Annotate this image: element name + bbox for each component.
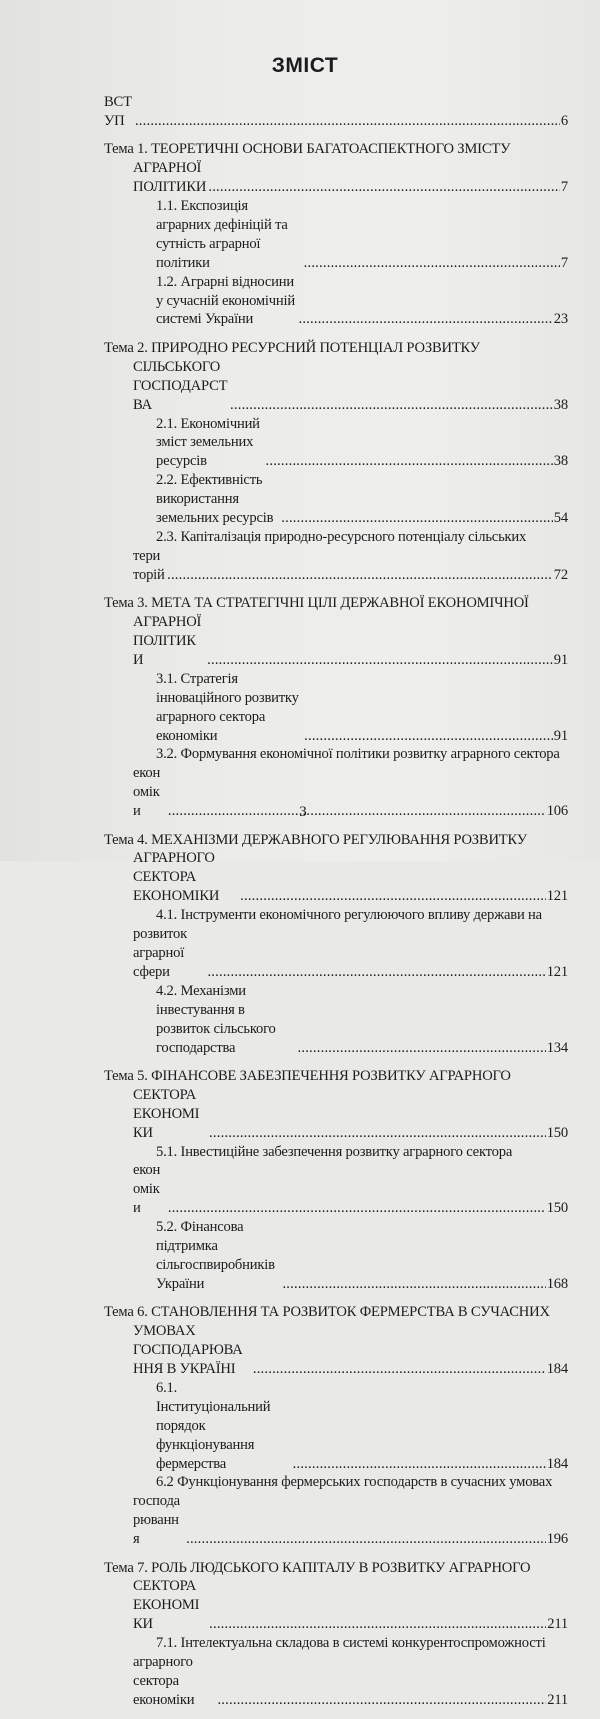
- toc-entry: [104, 849, 568, 906]
- toc-entry-text: Тема 1. ТЕОРЕТИЧНІ ОСНОВИ БАГАТОАСПЕКТНОГО ЗМІСТУ: [104, 141, 511, 158]
- dot-leader: [253, 1360, 546, 1379]
- toc-entry: [104, 594, 568, 613]
- toc-entry-text: Тема 3. МЕТА ТА СТРАТЕГІЧНІ ЦІЛІ ДЕРЖАВНОЇ ЕКОНОМІЧНОЇ: [104, 595, 529, 612]
- toc-entry-text: АГРАРНОГО СЕКТОРА ЕКОНОМІКИ: [133, 850, 220, 905]
- dot-leader: [281, 509, 553, 528]
- dot-leader: [282, 1275, 545, 1294]
- toc-entry-text: Тема 5. ФІНАНСОВЕ ЗАБЕЗПЕЧЕННЯ РОЗВИТКУ АГРАРНОГО: [104, 1067, 511, 1084]
- toc-entry-text: територій: [133, 547, 165, 583]
- toc-entry: [104, 613, 568, 670]
- toc-page-number: 7: [560, 254, 568, 271]
- toc-section: [104, 1559, 568, 1710]
- dot-leader: [209, 1615, 546, 1634]
- toc-subentry: [104, 1379, 568, 1474]
- toc-entry-text: аграрного сектора економіки: [133, 1654, 195, 1708]
- toc-entry-text: ВСТУП: [104, 94, 132, 129]
- dot-leader: [266, 452, 553, 471]
- toc-section: [104, 1067, 568, 1294]
- dot-leader: [217, 1691, 546, 1710]
- toc-page-number: 196: [546, 1531, 568, 1548]
- toc-page-number: 54: [553, 510, 568, 527]
- table-of-contents: [104, 93, 568, 1719]
- toc-entry-text: Тема 4. МЕХАНІЗМИ ДЕРЖАВНОГО РЕГУЛЮВАННЯ РОЗВИТКУ: [104, 831, 527, 848]
- toc-page-number: 168: [546, 1275, 568, 1292]
- toc-subentry: [104, 415, 568, 472]
- toc-entry-text: 7.1. Інтелектуальна складова в системі конкурентоспроможності: [156, 1635, 546, 1652]
- dot-leader: [208, 178, 560, 197]
- toc-entry-text: СІЛЬСЬКОГО ГОСПОДАРСТВА: [133, 358, 228, 413]
- dot-leader: [240, 887, 546, 906]
- toc-page-number: 134: [546, 1039, 568, 1056]
- toc-entry-text: 5.1. Інвестиційне забезпечення розвитку аграрного сектора: [156, 1143, 513, 1160]
- toc-entry-text: Тема 6. СТАНОВЛЕННЯ ТА РОЗВИТОК ФЕРМЕРСТВА В СУЧАСНИХ: [104, 1304, 550, 1321]
- toc-entry: [104, 339, 568, 358]
- toc-entry: [104, 1303, 568, 1322]
- toc-entry-text: АГРАРНОЇ ПОЛІТИКИ: [133, 614, 202, 668]
- dot-leader: [135, 112, 560, 131]
- toc-entry-text: Тема 2. ПРИРОДНО РЕСУРСНИЙ ПОТЕНЦІАЛ РОЗВИТКУ: [104, 339, 480, 356]
- toc-page-number: 121: [546, 888, 568, 905]
- dot-leader: [186, 1530, 546, 1549]
- toc-subentry: [104, 547, 568, 585]
- toc-entry-text: економіки: [133, 765, 161, 820]
- toc-page-number: 91: [553, 651, 568, 668]
- toc-entry-text: 2.1. Економічний зміст земельних ресурсів: [156, 415, 260, 470]
- toc-page-number: 121: [546, 963, 568, 980]
- toc-page-number: 150: [546, 1124, 568, 1141]
- toc-entry: [104, 358, 568, 415]
- toc-entry-text: СЕКТОРА ЕКОНОМІКИ: [133, 1086, 200, 1141]
- toc-subentry: [104, 273, 568, 330]
- toc-page-number: 38: [553, 453, 568, 470]
- toc-subentry: [104, 1161, 568, 1218]
- toc-section: [104, 594, 568, 821]
- toc-subentry: [104, 1492, 568, 1549]
- toc-entry: [104, 831, 568, 850]
- toc-entry: [104, 140, 568, 159]
- toc-entry-text: 5.2. Фінансова підтримка сільгоспвиробників України: [156, 1219, 275, 1292]
- toc-entry-text: 3.1. Стратегія інноваційного розвитку аграрного сектора економіки: [156, 670, 299, 744]
- toc-section: [104, 339, 568, 585]
- dot-leader: [230, 396, 553, 415]
- toc-page-number: 106: [546, 803, 568, 820]
- dot-leader: [209, 1124, 546, 1143]
- dot-leader: [293, 1455, 546, 1474]
- toc-section: [104, 831, 568, 1058]
- dot-leader: [167, 566, 553, 585]
- toc-entry-text: господарювання: [133, 1493, 180, 1548]
- page-title: ЗМІСТ: [271, 54, 339, 77]
- toc-entry-text: 2.2. Ефективність використання земельних ресурсів: [156, 472, 274, 527]
- toc-page-number: 72: [553, 566, 568, 583]
- toc-entry: [104, 1322, 568, 1379]
- toc-subentry: [104, 1473, 568, 1492]
- toc-entry-text: 4.1. Інструменти економічного регулюючого впливу держави на: [156, 907, 542, 924]
- dot-leader: [168, 1199, 546, 1218]
- page-number: 3: [299, 804, 307, 820]
- toc-subentry: [104, 906, 568, 925]
- toc-page-number: 211: [547, 1691, 568, 1708]
- toc-entry-text: 6.1. Інституціональний порядок функціонування фермерства: [156, 1379, 271, 1472]
- toc-entry: [104, 159, 568, 197]
- toc-entry: [104, 1067, 568, 1086]
- dot-leader: [304, 727, 553, 746]
- toc-page-number: 6: [560, 112, 568, 129]
- toc-subentry: [104, 1218, 568, 1294]
- dot-leader: [298, 1039, 546, 1058]
- toc-page-number: 7: [560, 179, 568, 196]
- toc-entry-text: 6.2 Функціонування фермерських господарств в сучасних умовах: [156, 1474, 553, 1491]
- toc-subentry: [104, 925, 568, 982]
- dot-leader: [207, 963, 545, 982]
- toc-page-number: 91: [553, 727, 568, 744]
- toc-entry-text: 1.2. Аграрні відносини у сучасній економічній системі України: [156, 273, 296, 328]
- toc-section: [104, 93, 568, 131]
- toc-entry-text: 2.3. Капіталізація природно-ресурсного потенціалу сільських: [156, 528, 527, 545]
- toc-entry-text: 3.2. Формування економічної політики розвитку аграрного сектора: [156, 746, 560, 763]
- toc-entry: [104, 93, 568, 131]
- toc-entry-text: СЕКТОРА ЕКОНОМІКИ: [133, 1578, 200, 1633]
- toc-page-number: 184: [546, 1361, 568, 1377]
- toc-subentry: [104, 670, 568, 746]
- toc-subentry: [104, 1634, 568, 1653]
- toc-entry-text: АГРАРНОЇ ПОЛІТИКИ: [133, 160, 207, 196]
- toc-page-number: 38: [553, 396, 568, 413]
- toc-entry: [104, 1086, 568, 1143]
- dot-leader: [304, 254, 560, 273]
- toc-subentry: [104, 1653, 568, 1710]
- toc-entry: [104, 1559, 568, 1578]
- toc-entry-text: економіки: [133, 1162, 161, 1217]
- toc-entry-text: УМОВАХ ГОСПОДАРЮВАННЯ В УКРАЇНІ: [133, 1323, 243, 1377]
- toc-entry-text: 1.1. Експозиція аграрних дефініцій та сутність аграрної політики: [156, 198, 288, 271]
- toc-page-number: 23: [553, 311, 568, 328]
- toc-section: [104, 140, 568, 329]
- toc-subentry: [104, 528, 568, 547]
- toc-subentry: [104, 471, 568, 528]
- toc-page-number: 150: [546, 1200, 568, 1217]
- toc-page-number: 211: [547, 1616, 568, 1633]
- toc-subentry: [104, 982, 568, 1058]
- toc-page-number: 184: [546, 1455, 568, 1472]
- toc-section: [104, 1303, 568, 1549]
- toc-entry: [104, 1577, 568, 1634]
- toc-entry-text: 4.2. Механізми інвестування в розвиток сільського господарства: [156, 982, 276, 1056]
- toc-subentry: [104, 745, 568, 764]
- toc-subentry: [104, 197, 568, 273]
- toc-entry-text: розвиток аграрної сфери: [133, 926, 188, 980]
- dot-leader: [207, 651, 553, 670]
- dot-leader: [298, 310, 552, 329]
- toc-subentry: [104, 1143, 568, 1162]
- toc-entry-text: Тема 7. РОЛЬ ЛЮДСЬКОГО КАПІТАЛУ В РОЗВИТКУ АГРАРНОГО: [104, 1559, 531, 1576]
